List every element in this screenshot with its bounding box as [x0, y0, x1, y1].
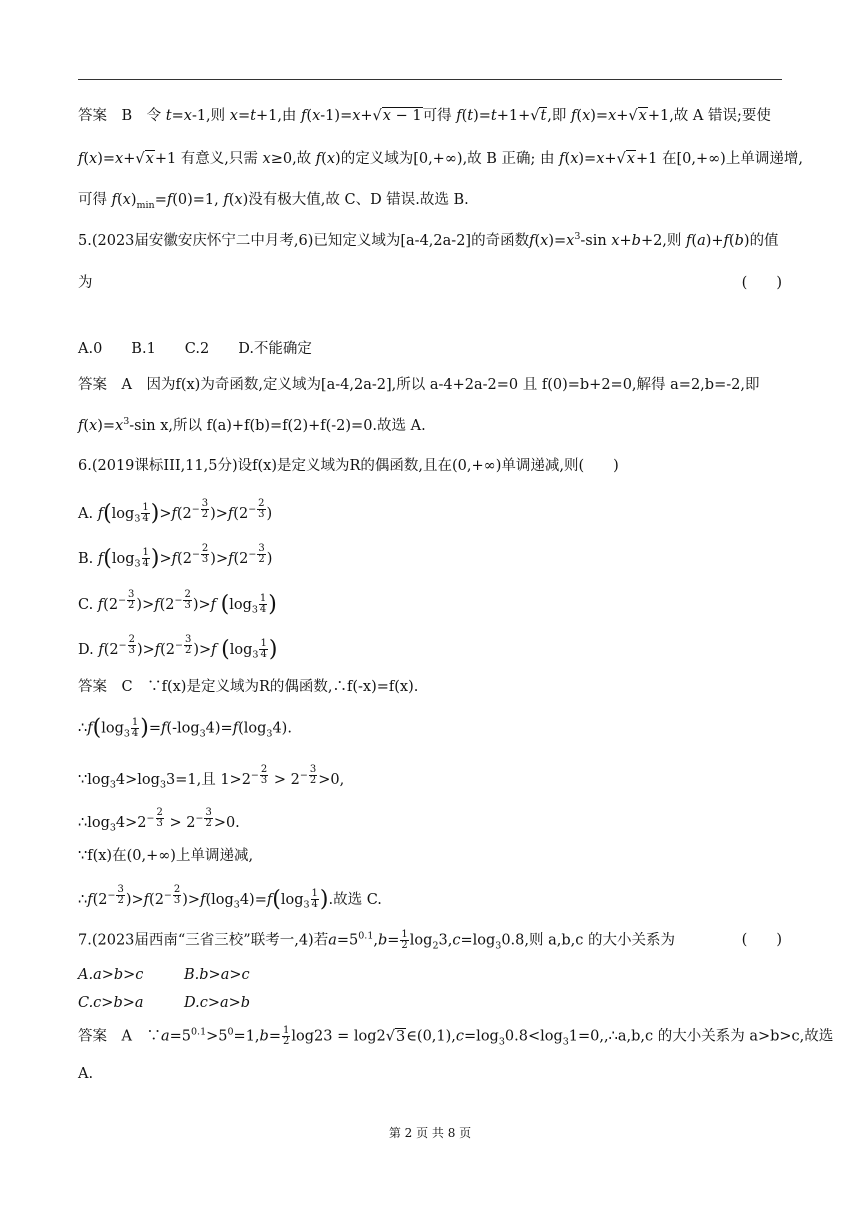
q6-answer-line-3: $\because\log_34>\log_33=1$,且 $1>2^{- \frac{2}{3}}$ > $2^{- \frac{3}{2}}$ >0, — [78, 764, 345, 791]
q4-min-sub: min — [136, 199, 155, 211]
q7-stem-head: 7.(2023届西南“三省三校”联考一,4)若 — [78, 932, 329, 949]
q7-answer-tail: ,∴a,b,c 的大小关系为 a>b>c,故选 — [604, 1028, 834, 1045]
q4-answer-line-3: 可得 $f(x)_{min}=f(0)=1$, f(x)没有极大值,故 C、D 错误.故选 B. — [78, 192, 469, 211]
q4-answer-line-1: 答案 B 令 t=x-1,则 x=t+1,由 f(x-1)=x+√x − 1可得 f(t)=t+1+√t,即 f(x)=x+√x+1,故 A 错误;要使 — [78, 108, 771, 124]
q7-stem-tail: ,则 a,b,c 的大小关系为 — [524, 932, 675, 949]
q5-answer-tail: -sin x,所以 f(a)+f(b)=f(2)+f(-2)=0.故选 A. — [129, 418, 426, 434]
q7-option-c: C.c>b>a — [78, 995, 144, 1011]
q6-option-c: C. $f(2^{- \frac{3}{2}}$ )$>f(2^{- \frac{2}{3}}$ )>f ($\log_3$ $\frac{1}{4}$ ) — [78, 589, 277, 617]
q7-option-d: D.c>a>b — [184, 995, 251, 1011]
q6-answer-line-1: 答案 C ∵f(x)是定义域为R的偶函数,∴f(-x)=f(x). — [78, 679, 419, 695]
q4-answer-prefix: 答案 B 令 — [78, 108, 162, 124]
q5-stem-head: 5.(2023届安徽安庆怀宁二中月考,6)已知定义域为[a-4,2a-2]的奇函数 — [78, 233, 530, 249]
q6-choose-c: .故选 C. — [328, 891, 382, 908]
q6-answer-line-6: $\therefore f(2^{- \frac{3}{2}}$ )$>f(2^{- \frac{2}{3}}$ )$>f(\log_34)=f(\log_3$ $\frac{1}{4}$ ).故选 C. — [78, 884, 382, 912]
q7-answer-paren: ( ) — [741, 932, 782, 948]
q7-option-a: A.a>b>c — [78, 967, 144, 983]
q7-answer-head: 答案 A ∵ — [78, 1028, 161, 1045]
q6-option-d-label: D. — [78, 641, 94, 658]
q7-stem: 7.(2023届西南“三省三校”联考一,4)若$a=5^{0.1},b=$ $\frac{1}{2}$ $\log_23,c=\log_30.8$,则 a,b,c 的大小关系为 — [78, 929, 675, 952]
q5-answer-paren: ( ) — [741, 275, 782, 291]
q6-option-d: D. $f(2^{- \frac{2}{3}}$ )$>f(2^{- \frac{3}{2}}$ )>f ($\log_3$ $\frac{1}{4}$ ) — [78, 634, 278, 662]
q7-option-b: B.b>a>c — [184, 967, 250, 983]
header-rule — [78, 79, 782, 80]
q4-fx: f — [111, 192, 117, 208]
q5-answer-line-1: 答案 A 因为f(x)为奇函数,定义域为[a-4,2a-2],所以 a-4+2a-2=0 且 f(0)=b+2=0,解得 a=2,b=-2,即 — [78, 377, 760, 393]
q5-stem-line-2: 为 — [78, 275, 93, 291]
q5-options: A.0 B.1 C.2 D.不能确定 — [78, 341, 312, 357]
q4-pre-text: 可得 — [422, 108, 452, 124]
q7-answer-line-2: A. — [78, 1066, 94, 1082]
page-footer: 第 2 页 共 8 页 — [388, 1126, 472, 1140]
q6-option-b: B. $f(\log_3$ $\frac{1}{4}$ )$>f(2^{- \frac{2}{3}}$ )$>f(2^{- \frac{3}{2}}$ ) — [78, 543, 273, 571]
q6-answer-line-5: ∵f(x)在(0,+∞)上单调递减, — [78, 848, 254, 864]
q5-stem-line-1: 5.(2023届安徽安庆怀宁二中月考,6)已知定义域为[a-4,2a-2]的奇函数$f(x)=x^3-\sin$ x+b+2,则 f(a)+f(b)的值 — [78, 231, 779, 249]
q5-answer-line-2: $f(x)=x^3-\sin$ x,所以 f(a)+f(b)=f(2)+f(-2)=0.故选 A. — [78, 416, 426, 434]
q5-stem-tail: 的值 — [749, 233, 779, 249]
q6-stem: 6.(2019课标III,11,5分)设f(x)是定义域为R的偶函数,且在(0,+∞)单调递减,则( ) — [78, 458, 619, 474]
q6-answer-line-4: $\therefore\log_34>2^{- \frac{2}{3}}$ > $2^{- \frac{3}{2}}$ >0. — [78, 807, 240, 834]
q6-option-a: A. $f(\log_3$ $\frac{1}{4}$ )$>f(2^{- \frac{3}{2}}$ )$>f(2^{- \frac{2}{3}}$ ) — [78, 498, 273, 526]
q7-answer-line-1: 答案 A $\because a=5^{0.1}>5^0=1,b=$ $\frac{1}{2}$ $\log 23 = \log 2√3\in(0,1),c=\log_30.8<\log_31=0,,\therefore a,b,c$ 的大小关系为 a>b>c,故选 — [78, 1025, 834, 1048]
q6-answer-line-2: $\therefore f(\log_3$ $\frac{1}{4}$ )$=f(-\log_34)=f(\log_34)$. — [78, 715, 292, 741]
q6-option-c-label: C. — [78, 596, 94, 613]
q6-option-b-label: B. — [78, 550, 94, 567]
q6-option-a-label: A. — [78, 505, 94, 522]
q4-answer-line-2: f(x)=x+√x+1 有意义,只需 x≥0,故 f(x)的定义域为[0,+∞),故 B 正确; 由 f(x)=x+√x+1 在[0,+∞)上单调递增, — [78, 151, 803, 167]
